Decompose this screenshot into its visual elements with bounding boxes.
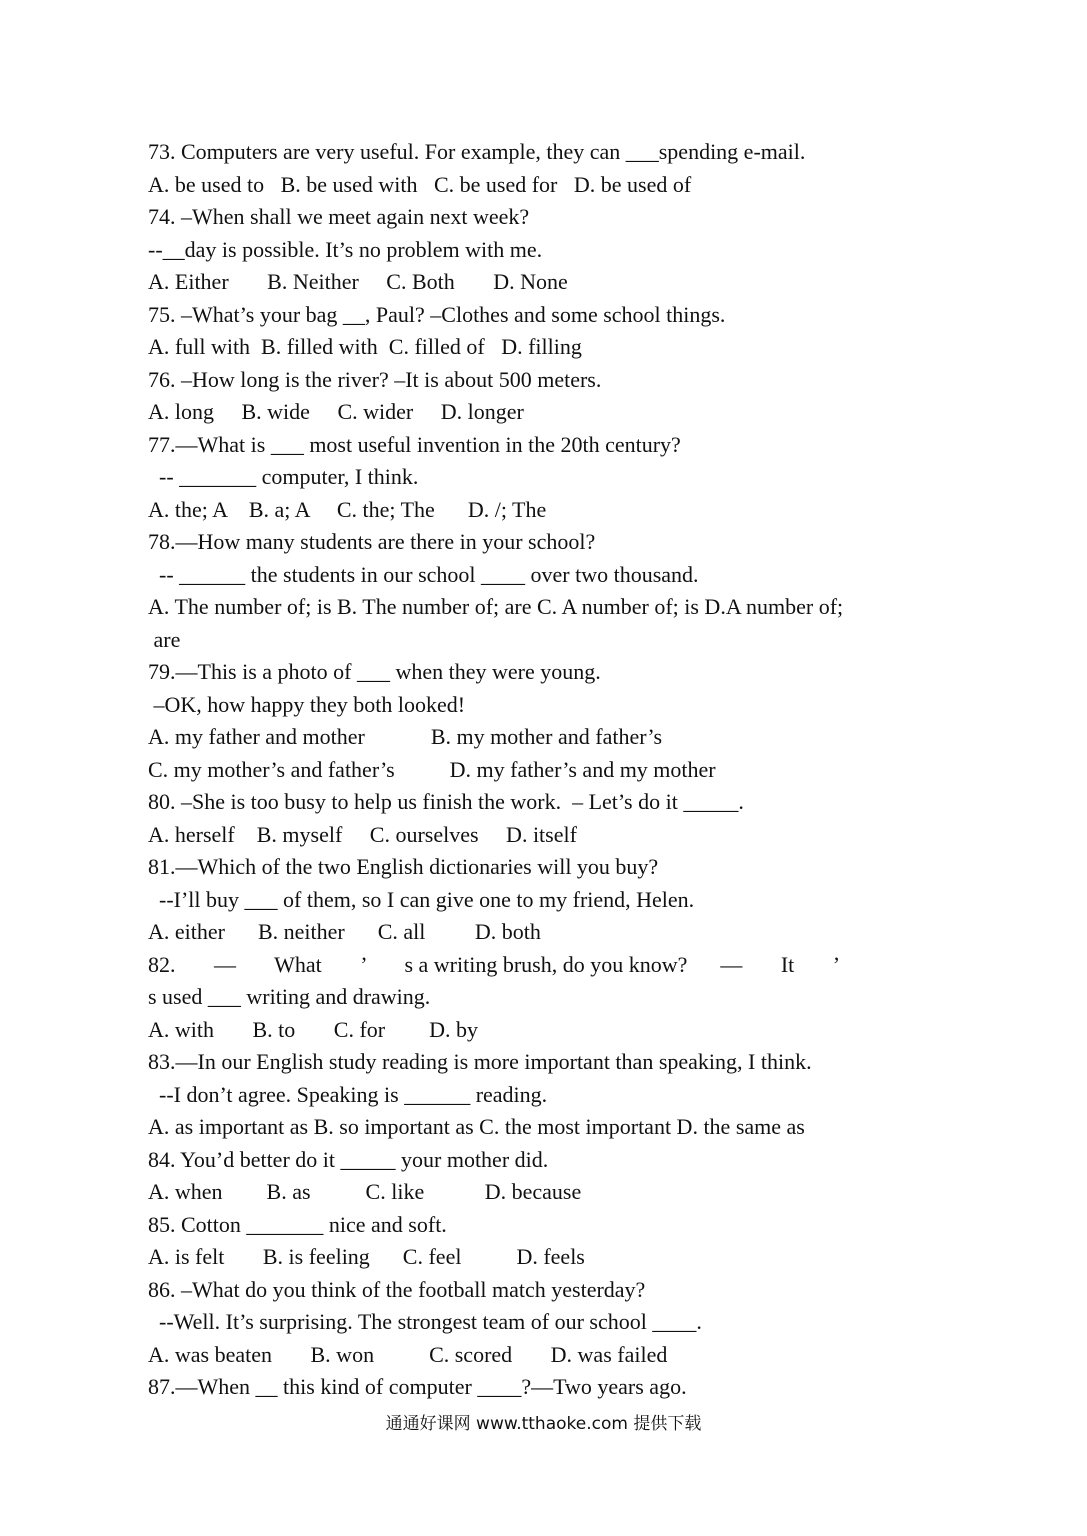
text-line: 75. –What’s your bag __, Paul? –Clothes and some school things. [148, 301, 726, 327]
text-line: 80. –She is too busy to help us finish the work. – Let’s do it _____. [148, 789, 744, 814]
page-footer: 通通好课网 www.tthaoke.com 提供下载 [385, 1414, 702, 1434]
text-line: 77.—What is ___ most useful invention in the 20th century? [148, 431, 681, 457]
text-line: A. either B. neither C. all D. both [148, 919, 541, 944]
text-line: --I don’t agree. Speaking is ______ reading. [148, 1081, 548, 1107]
text-line: A. be used to B. be used with C. be used for D. be used of [148, 171, 692, 197]
text-line: A. the; A B. a; A C. the; The D. /; The [148, 496, 547, 522]
question-text [148, 136, 948, 1404]
text-line: --__day is possible. It’s no problem with me. [148, 236, 543, 262]
text-line: A. with B. to C. for D. by [148, 1016, 478, 1042]
text-line: A. my father and mother B. my mother and father’s [148, 724, 663, 749]
text-line: --I’ll buy ___ of them, so I can give one to my friend, Helen. [148, 886, 695, 912]
text-line: 76. –How long is the river? –It is about 500 meters. [148, 366, 602, 392]
text-line: are [148, 626, 181, 652]
text-line: A. full with B. filled with C. filled of D. filling [148, 334, 582, 359]
text-line: -- _______ computer, I think. [148, 464, 419, 489]
text-line: A. was beaten B. won C. scored D. was failed [148, 1341, 668, 1367]
text-line: A. The number of; is B. The number of; are C. A number of; is D.A number of; [148, 594, 844, 619]
text-line: A. Either B. Neither C. Both D. None [148, 269, 568, 294]
text-line: 73. Computers are very useful. For example, they can ___spending e-mail. [148, 139, 806, 164]
text-line: A. is felt B. is feeling C. feel D. feels [148, 1244, 585, 1269]
text-line: 79.—This is a photo of ___ when they were young. [148, 659, 601, 684]
text-line: 85. Cotton _______ nice and soft. [148, 1211, 447, 1237]
text-line: A. as important as B. so important as C. the most important D. the same as [148, 1114, 805, 1139]
text-line: 78.—How many students are there in your school? [148, 529, 596, 554]
text-line: -- ______ the students in our school ____ over two thousand. [148, 561, 699, 587]
text-line: 84. You’d better do it _____ your mother did. [148, 1146, 549, 1172]
text-line: 81.—Which of the two English dictionaries will you buy? [148, 854, 659, 879]
text-line: 83.—In our English study reading is more important than speaking, I think. [148, 1049, 812, 1074]
text-line: 86. –What do you think of the football match yesterday? [148, 1276, 646, 1302]
text-line: 74. –When shall we meet again next week? [148, 204, 530, 229]
text-line: A. long B. wide C. wider D. longer [148, 399, 524, 424]
text-line: 82. — What ’ s a writing brush, do you know? — It ’ [148, 951, 841, 977]
text-line: –OK, how happy they both looked! [148, 691, 466, 717]
text-line: 87.—When __ this kind of computer ____?—Two years ago. [148, 1374, 687, 1399]
text-line: --Well. It’s surprising. The strongest team of our school ____. [148, 1309, 702, 1334]
text-line: C. my mother’s and father’s D. my father’s and my mother [148, 756, 716, 782]
text-line: A. herself B. myself C. ourselves D. itself [148, 821, 577, 847]
text-line: s used ___ writing and drawing. [148, 984, 431, 1009]
text-line: A. when B. as C. like D. because [148, 1179, 582, 1204]
